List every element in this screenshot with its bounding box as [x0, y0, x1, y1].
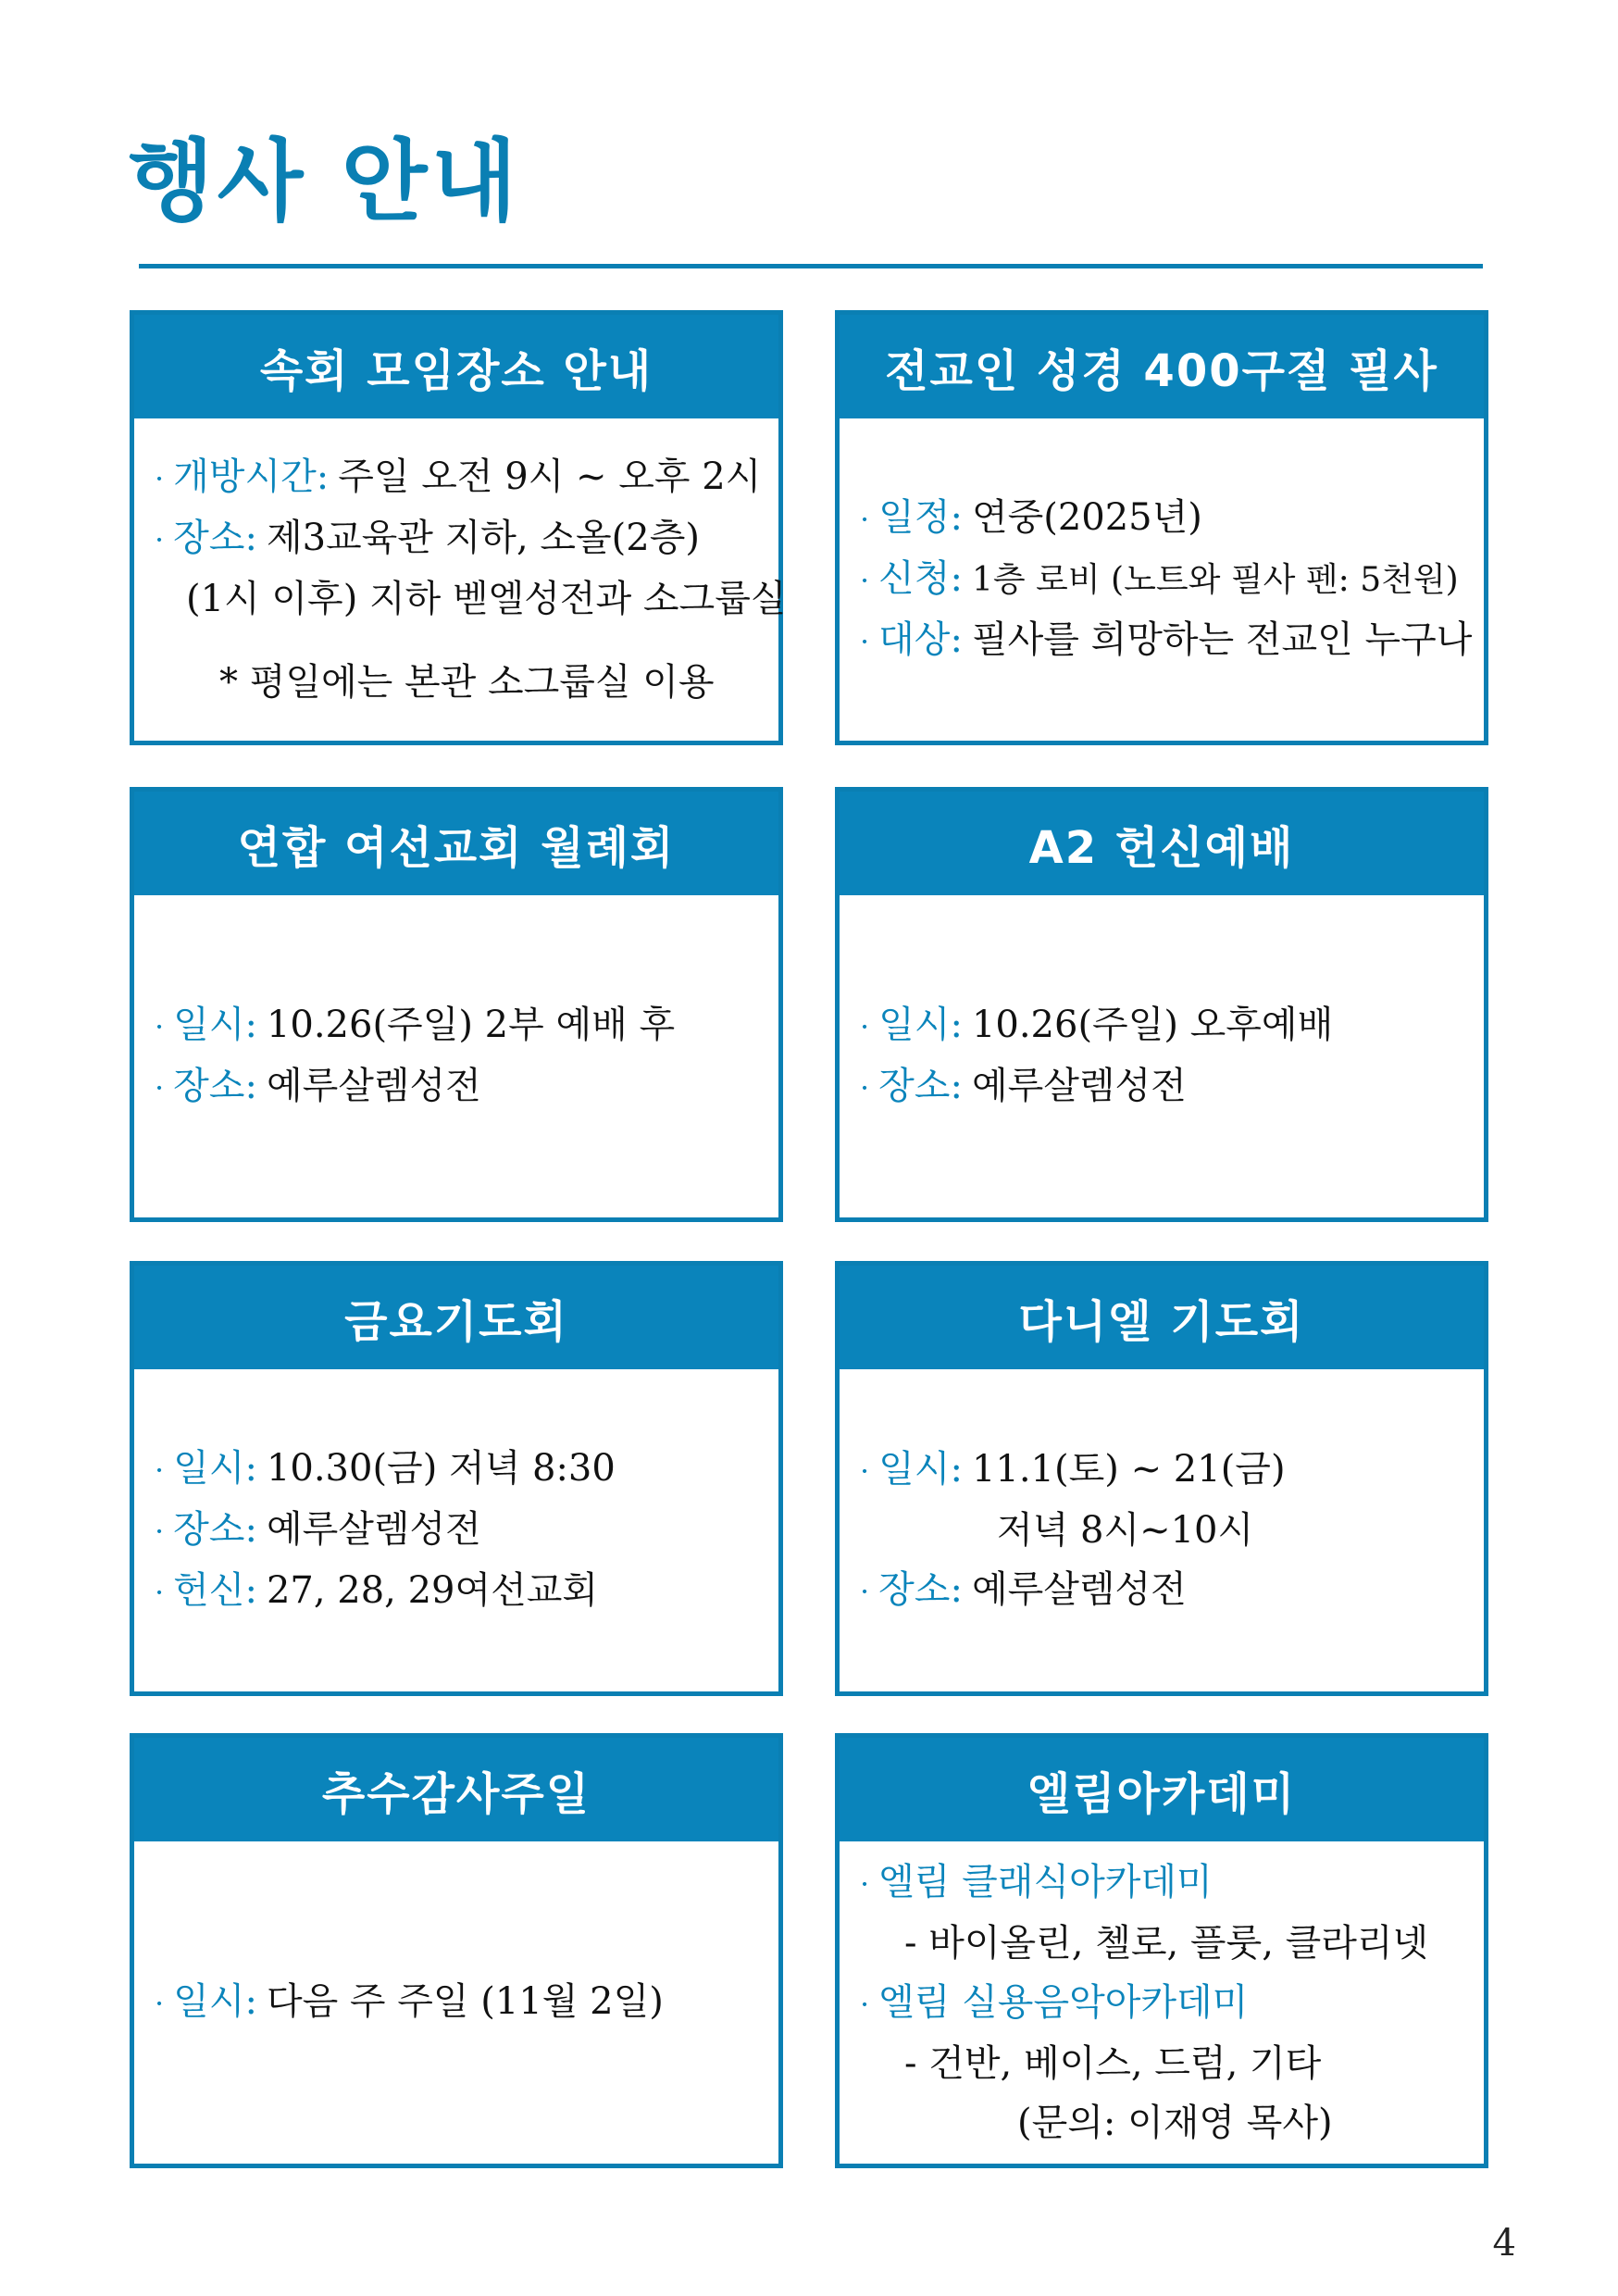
- info-value: 제3교육관 지하, 소올(2층): [266, 517, 700, 559]
- academy-contact: (문의: 이재영 목사): [1017, 2102, 1333, 2144]
- info-value: 11.1(토) ~ 21(금): [971, 1448, 1286, 1491]
- info-continuation: 저녁 8시~10시: [997, 1509, 1254, 1552]
- info-key: 개방시간:: [173, 455, 330, 498]
- info-row: [860, 995, 1467, 1056]
- academy-detail: - 건반, 베이스, 드럼, 기타: [904, 2042, 1322, 2085]
- info-row: [155, 1972, 762, 2033]
- info-row: [155, 508, 762, 569]
- info-row: [860, 1056, 1467, 1117]
- info-row: [860, 1560, 1467, 1621]
- info-value: 예루살렘성전: [266, 1508, 481, 1551]
- bullet-icon: ·: [860, 1866, 870, 1902]
- card-body: [840, 1369, 1484, 1691]
- bullet-icon: ·: [860, 1009, 870, 1044]
- card-body: [134, 895, 778, 1217]
- bullet-icon: ·: [155, 461, 165, 496]
- info-key: 일시:: [173, 1004, 257, 1046]
- card-title: 속회 모임장소 안내: [134, 315, 778, 418]
- card-friday-prayer: [130, 1261, 783, 1696]
- card-womens-mission-meeting: [130, 787, 783, 1222]
- info-row: [860, 1440, 1467, 1501]
- academy-heading: · 엘림 실용음악아카데미: [860, 1981, 1249, 2024]
- title-divider: [139, 264, 1483, 268]
- bullet-icon: ·: [155, 1070, 165, 1105]
- bullet-icon: ·: [155, 1575, 165, 1610]
- info-value: 예루살렘성전: [266, 1065, 481, 1107]
- info-row: [860, 610, 1473, 671]
- card-body: [134, 1369, 778, 1691]
- info-key: 장소:: [173, 1065, 257, 1107]
- academy-heading: · 엘림 클래식아카데미: [860, 1861, 1213, 1903]
- info-key: 일시:: [173, 1447, 257, 1490]
- bullet-icon: ·: [860, 502, 870, 537]
- bullet-icon: ·: [860, 1070, 870, 1105]
- info-key: 일시:: [878, 1004, 963, 1046]
- info-note: * 평일에는 본관 소그룹실 이용: [219, 661, 715, 704]
- card-body: [840, 418, 1484, 741]
- info-key: 장소:: [173, 1508, 257, 1551]
- info-value: 1층 로비 (노트와 필사 펜: 5천원): [971, 561, 1459, 599]
- card-title: 금요기도회: [134, 1266, 778, 1369]
- info-value: 10.26(주일) 2부 예배 후: [266, 1004, 676, 1046]
- bullet-icon: ·: [155, 522, 165, 557]
- info-value: 예루살렘성전: [971, 1065, 1187, 1107]
- card-bible-transcription: [835, 310, 1488, 745]
- info-value: 27, 28, 29여선교회: [266, 1569, 599, 1612]
- info-key: 대상:: [878, 618, 963, 661]
- bullet-icon: ·: [155, 1514, 165, 1549]
- info-value: 연중(2025년): [971, 496, 1202, 539]
- page-title: 행사 안내: [128, 130, 521, 233]
- bullet-icon: ·: [860, 624, 870, 659]
- card-body: [840, 1841, 1484, 2164]
- info-value: 10.26(주일) 오후예배: [971, 1004, 1334, 1046]
- info-row: [155, 995, 762, 1056]
- info-row: [155, 1439, 762, 1500]
- card-elim-academy: [835, 1733, 1488, 2168]
- info-row: [155, 1500, 762, 1561]
- card-title: 전교인 성경 400구절 필사: [840, 315, 1484, 418]
- info-row: [155, 1056, 762, 1117]
- bullet-icon: ·: [860, 1987, 870, 2022]
- card-daniel-prayer: [835, 1261, 1488, 1696]
- bullet-icon: ·: [860, 1454, 870, 1489]
- card-a2-dedication-service: [835, 787, 1488, 1222]
- info-key: 일시:: [173, 1980, 257, 2023]
- page-number: 4: [1492, 2222, 1516, 2265]
- card-title: 연합 여선교회 월례회: [134, 792, 778, 895]
- info-key: 일시:: [878, 1448, 963, 1491]
- info-key: 장소:: [878, 1568, 963, 1611]
- info-value: 주일 오전 9시 ~ 오후 2시: [338, 455, 762, 498]
- card-body: [134, 418, 787, 741]
- info-key: 헌신:: [173, 1569, 257, 1612]
- info-key: 신청:: [878, 557, 963, 600]
- card-title: A2 헌신예배: [840, 792, 1484, 895]
- bullet-icon: ·: [155, 1986, 165, 2021]
- info-value: 예루살렘성전: [971, 1568, 1187, 1611]
- info-row: [155, 447, 762, 508]
- card-sokhoe-meeting-place: [130, 310, 787, 745]
- card-thanksgiving-sunday: [130, 1733, 783, 2168]
- info-value: 10.30(금) 저녁 8:30: [266, 1447, 616, 1490]
- card-body: [840, 895, 1484, 1217]
- info-key: 장소:: [173, 517, 257, 559]
- bullet-icon: ·: [155, 1009, 165, 1044]
- info-row: [860, 488, 1467, 549]
- bullet-icon: ·: [860, 563, 870, 598]
- card-title: 다니엘 기도회: [840, 1266, 1484, 1369]
- card-title: 추수감사주일: [134, 1738, 778, 1841]
- bullet-icon: ·: [155, 1453, 165, 1488]
- card-title: 엘림아카데미: [840, 1738, 1484, 1841]
- card-body: [134, 1841, 778, 2164]
- info-row: [155, 1561, 762, 1622]
- info-value: 다음 주 주일 (11월 2일): [266, 1980, 664, 2023]
- info-key: 일정:: [878, 496, 963, 539]
- academy-detail: - 바이올린, 첼로, 플룻, 클라리넷: [904, 1922, 1429, 1965]
- info-continuation: (1시 이후) 지하 벧엘성전과 소그룹실: [186, 578, 787, 620]
- info-key: 장소:: [878, 1065, 963, 1107]
- info-row: [860, 549, 1467, 610]
- info-value: 필사를 희망하는 전교인 누구나: [971, 618, 1473, 661]
- bullet-icon: ·: [860, 1574, 870, 1609]
